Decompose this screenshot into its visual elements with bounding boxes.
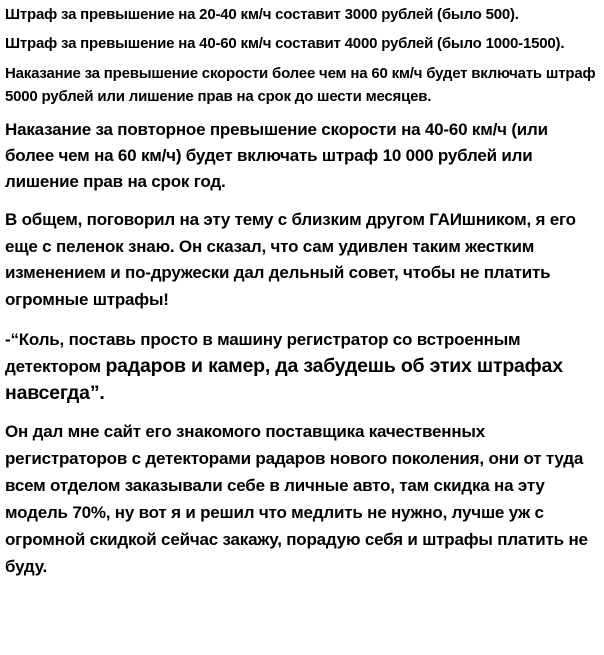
repeat-offense-paragraph: Наказание за повторное превышение скорости на 40-60 км/ч (или более чем на 60 км/ч) будет включать штраф 10 000 рублей или лишение прав на срок год. [5, 120, 548, 191]
friend-advice-paragraph: В общем, поговорил на эту тему с близким другом ГАИшником, я его еще с пеленок знаю. Он сказал, что сам удивлен таким жестким изменением и по-дружески дал дельный совет, чтобы не платить огромные штрафы! [5, 210, 576, 309]
quote-text-end: радаров и камер, да забудешь об этих штрафах навсегда”. [5, 355, 563, 404]
fine-40-60-paragraph: Штраф за превышение на 40-60 км/ч составит 4000 рублей (было 1000-1500). [5, 35, 565, 52]
supplier-paragraph: Он дал мне сайт его знакомого поставщика качественных регистраторов с детекторами радаров нового поколения, они от туда всем отделом заказывали себе в личные авто, там скидка на эту модель 70%, ну вот я и решил что медлить не нужно, лучше уж с огромной скидкой сейчас закажу, порадую себя и штрафы платить не буду. [5, 422, 588, 576]
article-body [5, 0, 601, 580]
penalty-over-60-paragraph: Наказание за превышение скорости более чем на 60 км/ч будет включать штраф 5000 рублей или лишение прав на срок до шести месяцев. [5, 65, 596, 105]
fine-20-40-paragraph: Штраф за превышение на 20-40 км/ч составит 3000 рублей (было 500). [5, 6, 519, 23]
quote-paragraph [5, 326, 601, 407]
quote-text-start: -“Коль, поставь просто в машину регистратор со встроенным детектором [5, 330, 521, 376]
